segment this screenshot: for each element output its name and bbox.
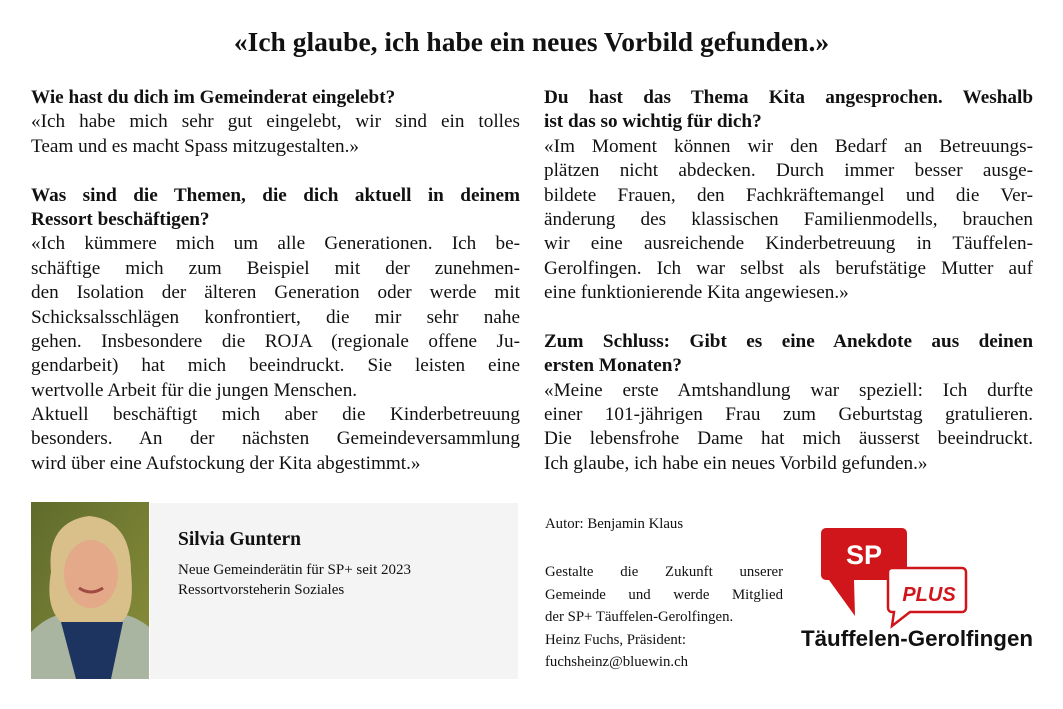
text-line: Gestalte die Zukunft unserer — [545, 564, 783, 580]
sp-plus-logo — [795, 524, 1040, 654]
answer-paragraph — [31, 403, 520, 476]
text-line: «Ich habe mich sehr gut eingelebt, wir sind ein tolles — [31, 111, 520, 133]
logo-plus-text: PLUS — [902, 584, 956, 606]
right-column — [544, 86, 1033, 476]
text-line: ist das so wichtig für dich? — [544, 111, 762, 133]
text-line: «Meine erste Amtshandlung war speziell: Ich durfte — [544, 379, 1033, 401]
text-line: gehen. Insbesondere die ROJA (regionale offene Ju- — [31, 330, 520, 352]
profile-card — [150, 503, 518, 679]
question — [544, 86, 1033, 135]
profile-name: Silvia Guntern — [178, 529, 301, 550]
text-line: wir eine ausreichende Kinderbetreuung in Täuffelen- — [544, 233, 1033, 255]
text-line: besonders. An der nächsten Gemeindeversammlung — [31, 428, 520, 450]
logo-sp-text: SP — [845, 540, 883, 570]
text-line: schäftige mich zum Beispiel mit der zunehmen- — [31, 257, 520, 279]
author-credit: Autor: Benjamin Klaus — [545, 516, 684, 532]
text-line: gendarbeit) hat mich beeindruckt. Sie leisten eine — [31, 355, 520, 377]
question — [31, 86, 520, 110]
text-line: «Ich kümmere mich um alle Generationen. Ich be- — [31, 233, 520, 255]
text-line: Team und es macht Spass mitzugestalten.» — [31, 135, 359, 157]
text-line: den Isolation der älteren Generation oder werde mit — [31, 282, 520, 304]
text-line: Die lebensfrohe Dame hat mich äusserst beeindruckt. — [544, 428, 1033, 450]
answer-paragraph — [31, 232, 520, 403]
question — [544, 330, 1033, 379]
text-line: einer 101-jährigen Frau zum Geburtstag gratulieren. — [544, 404, 1033, 426]
text-line: der SP+ Täuffelen-Gerolfingen. — [545, 609, 734, 625]
answer-paragraph — [31, 110, 520, 159]
text-line: Was sind die Themen, die dich aktuell in deinem — [31, 184, 520, 206]
text-line: Gerolfingen. Ich war selbst als berufstätige Mutter auf — [544, 257, 1033, 279]
question — [31, 184, 520, 233]
membership-note — [545, 561, 783, 674]
text-line: ersten Monaten? — [544, 355, 683, 377]
logo-place-text: Täuffelen-Gerolfingen — [801, 626, 1033, 651]
article-title: «Ich glaube, ich habe ein neues Vorbild gefunden.» — [233, 26, 830, 57]
answer-paragraph — [544, 135, 1033, 306]
paragraph-gap — [544, 306, 1033, 330]
text-line: änderung des klassischen Familienmodells, brauchen — [544, 208, 1033, 230]
text-line: Gemeinde und werde Mitglied — [545, 586, 783, 603]
contact-email[interactable]: fuchsheinz@bluewin.ch — [545, 654, 689, 670]
text-line: Zum Schluss: Gibt es eine Anekdote aus deinen — [544, 330, 1033, 352]
text-line: wird über eine Aufstockung der Kita abgestimmt.» — [31, 452, 421, 474]
text-line: «Im Moment können wir den Bedarf an Betreuungs- — [544, 135, 1033, 157]
answer-paragraph — [544, 379, 1033, 477]
text-line: eine funktionierende Kita angewiesen.» — [544, 282, 849, 304]
text-line: Aktuell beschäftigt mich aber die Kinderbetreuung — [31, 404, 520, 426]
left-column — [31, 86, 520, 476]
text-line: Du hast das Thema Kita angesprochen. Weshalb — [544, 87, 1033, 108]
text-line: Schicksalsschlägen konfrontiert, die mir sehr nahe — [31, 306, 520, 328]
portrait-photo — [31, 502, 149, 679]
text-line: wertvolle Arbeit für die jungen Menschen. — [31, 379, 358, 401]
profile-department: Ressortvorsteherin Soziales — [178, 582, 345, 598]
text-line: Wie hast du dich im Gemeinderat eingelebt? — [31, 87, 396, 108]
text-line: plätzen nicht abdecken. Durch immer besser ausge- — [544, 160, 1033, 182]
profile-role: Neue Gemeinderätin für SP+ seit 2023 — [178, 562, 411, 578]
text-line: Ressort beschäftigen? — [31, 208, 210, 230]
text-line: bildete Frauen, den Fachkräftemangel und die Ver- — [544, 184, 1033, 206]
text-line: Ich glaube, ich habe ein neues Vorbild gefunden.» — [544, 452, 928, 474]
paragraph-gap — [31, 159, 520, 183]
text-line: Heinz Fuchs, Präsident: — [545, 631, 686, 648]
